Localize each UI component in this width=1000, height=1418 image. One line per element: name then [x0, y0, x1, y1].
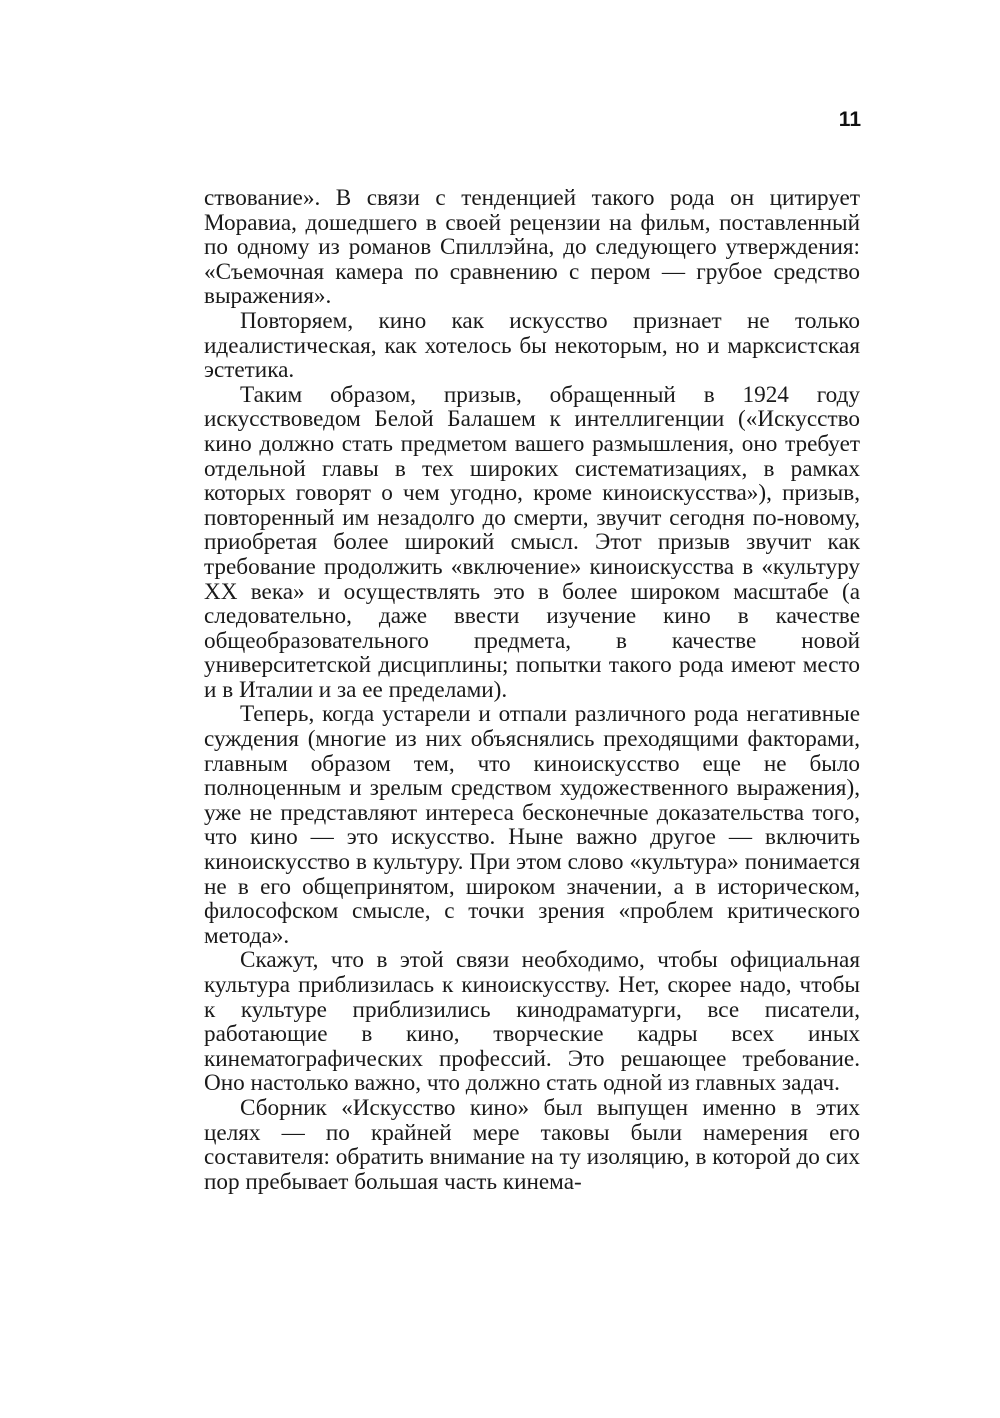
paragraph: Повторяем, кино как искусство признает не только идеалистическая, как хотелось бы некоторым, но и марксистская эстетика. [204, 307, 860, 384]
paragraph: Сборник «Искусство кино» был выпущен именно в этих целях — по крайней мере таковы были намерения его составителя: обратить внимание на ту изоляцию, в которой до сих пор пребывает большая часть кинема- [204, 1094, 860, 1195]
paragraph: Таким образом, призыв, обращенный в 1924 году искусствоведом Белой Балашем к интеллигенции («Искусство кино должно стать предметом вашего размышления, оно требует отдельной главы в тех широких систематизациях, в рамках которых говорят о чем угодно, кроме киноискусства»), призыв, повторенный им незадолго до смерти, звучит сегодня по-новому, приобретая более широкий смысл. Этот призыв звучит как требование продолжить «включение» киноискусства в «культуру XX века» и осуществлять это в более широком масштабе (а следовательно, даже ввести изучение кино в качестве общеобразовательного предмета, в качестве новой университетской дисциплины; попытки такого рода имеют место и в Италии и за ее пределами). [204, 381, 860, 703]
paragraph: ствование». В связи с тенденцией такого рода он цитирует Моравиа, дошедшего в своей рецензии на фильм, поставленный по одному из романов Спиллэйна, до следующего утверждения: «Съемочная камера по сравнению с пером — грубое средство выражения». [204, 185, 860, 310]
body-text [204, 186, 860, 1194]
paragraph: Скажут, что в этой связи необходимо, чтобы официальная культура приблизилась к киноискусству. Нет, скорее надо, чтобы к культуре приблизились кинодраматурги, все писатели, работающие в кино, творческие кадры всех иных кинематографических профессий. Это решающее требование. Оно настолько важно, что должно стать одной из главных задач. [204, 947, 860, 1097]
page-number: 11 [838, 108, 861, 131]
paragraph: Теперь, когда устарели и отпали различного рода негативные суждения (многие из них объяснялись преходящими факторами, главным образом тем, что киноискусство еще не было полноценным и зрелым средством художественного выражения), уже не представляют интереса бесконечные доказательства того, что кино — это искусство. Ныне важно другое — включить киноискусство в культуру. При этом слово «культура» понимается не в его общепринятом, широком значении, а в историческом, философском смысле, с точки зрения «проблем критического метода». [204, 701, 860, 949]
